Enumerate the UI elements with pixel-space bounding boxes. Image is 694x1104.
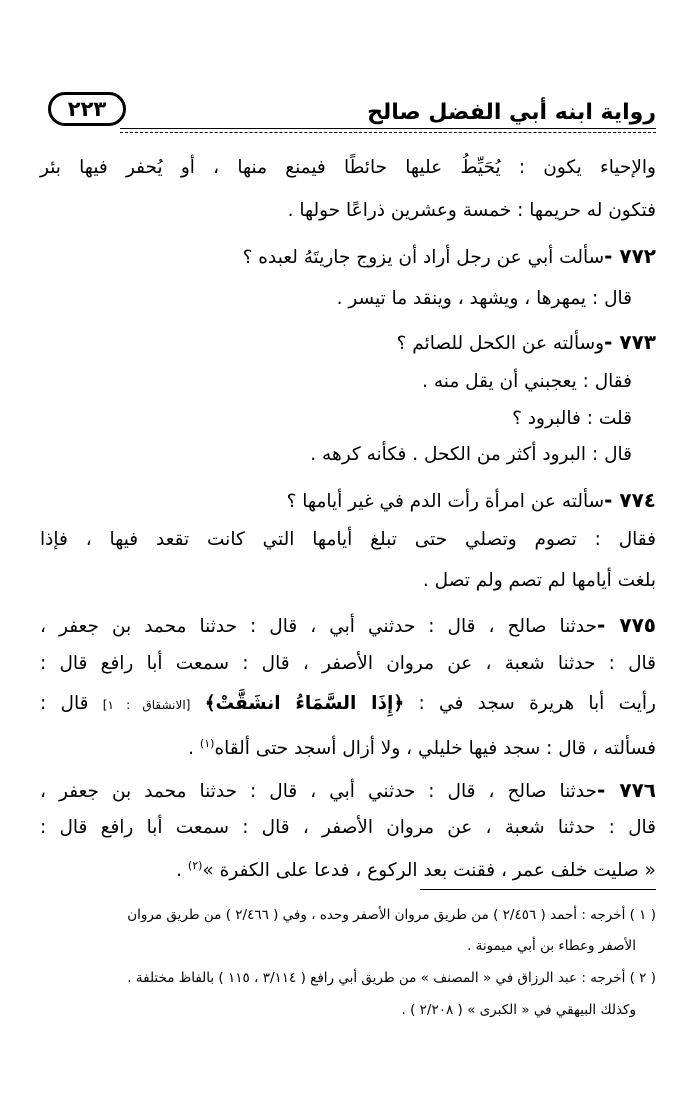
text-line: والإحياء يكون : يُحَيِّطُ عليها حائطًا فيمنع منها ، أو يُحفر فيها بئر [40,157,656,178]
text-line: قال : حدثنا شعبة ، عن مروان الأصفر ، قال : سمعت أبا رافع قال : [40,653,656,674]
footnote-2: ( ٢ ) أخرجه : عبد الرزاق في « المصنف » من طريق أبي رافع ( ٣/١١٤ ، ١١٥ ) بالفاظ مختلفة . [127,970,656,986]
page-number-badge: ٢٢٣ [48,92,126,126]
text-line [188,729,656,764]
text-line: فقال : يعجبني أن يقل منه . [422,371,632,392]
text-segment: . [176,860,183,882]
entry-number: ٧٧٦ - [596,778,657,802]
running-header-title: رواية ابنه أبي الفضل صالح [367,100,656,125]
entry-773 [397,327,656,359]
entry-text: وسألته عن الكحل للصائم ؟ [396,333,605,354]
text-segment: « صليت خلف عمر ، فقنت بعد الركوع ، فدعا على الكفرة » [202,860,656,882]
footnote-ref: (١) [199,737,215,750]
entry-775 [40,610,656,642]
text-segment: قال : [40,693,89,714]
footnote-1: ( ١ ) أخرجه : أحمد ( ٢/٤٥٦ ) من طريق مروان الأصفر وحده ، وفي ( ٢/٤٦٦ ) من طريق مروان [127,907,656,923]
text-line: بلغت أيامها لم تصم ولم تصل . [422,570,656,591]
text-line: قال : البرود أكثر من الكحل . فكأنه كرهه . [310,444,632,465]
quran-verse: ﴿إِذَا السَّمَاءُ انشَقَّتْ﴾ [204,693,405,714]
footnote-2-cont: وكذلك البيهقي في « الكبرى » ( ٢/٢٠٨ ) . [401,1002,636,1018]
entry-number: ٧٧٥ - [596,613,657,637]
verse-citation: [الانشقاق : ١] [102,698,191,712]
text-line: قال : يمهرها ، ويشهد ، وينقد ما تيسر . [336,288,632,309]
text-line: فتكون له حريمها : خمسة وعشرين ذراعًا حولها . [287,200,656,221]
entry-number: ٧٧٢ - [604,244,656,268]
entry-772 [243,241,656,273]
text-line: فقال : تصوم وتصلي حتى تبلغ أيامها التي كانت تقعد فيها ، فإذا [40,529,656,550]
entry-text: حدثنا صالح ، قال : حدثني أبي ، قال : حدثنا محمد بن جعفر ، [40,781,597,802]
header-rule [120,128,656,133]
entry-774 [287,485,656,517]
text-line: قلت : فالبرود ؟ [512,408,632,429]
entry-text: حدثنا صالح ، قال : حدثني أبي ، قال : حدثنا محمد بن جعفر ، [40,616,597,637]
text-line: قال : حدثنا شعبة ، عن مروان الأصفر ، قال : سمعت أبا رافع قال : [40,817,656,838]
text-segment: . [188,738,195,760]
entry-text: سألت أبي عن رجل أراد أن يزوج جاريتَهُ لعبده ؟ [242,247,605,268]
text-segment: فسألته ، قال : سجد فيها خليلي ، ولا أزال أسجد حتى ألقاه [214,738,656,760]
footnote-ref: (٢) [187,859,203,872]
entry-text: سألته عن امرأة رأت الدم في غير أيامها ؟ [286,491,605,512]
footnote-rule [420,889,656,890]
text-line [176,851,656,886]
text-line [40,689,656,720]
text-segment: رأيت أبا هريرة سجد في : [418,693,656,714]
entry-776 [40,775,656,807]
entry-number: ٧٧٣ - [604,330,656,354]
footnote-1-cont: الأصفر وعطاء بن أبي ميمونة . [467,938,636,954]
entry-number: ٧٧٤ - [604,488,656,512]
